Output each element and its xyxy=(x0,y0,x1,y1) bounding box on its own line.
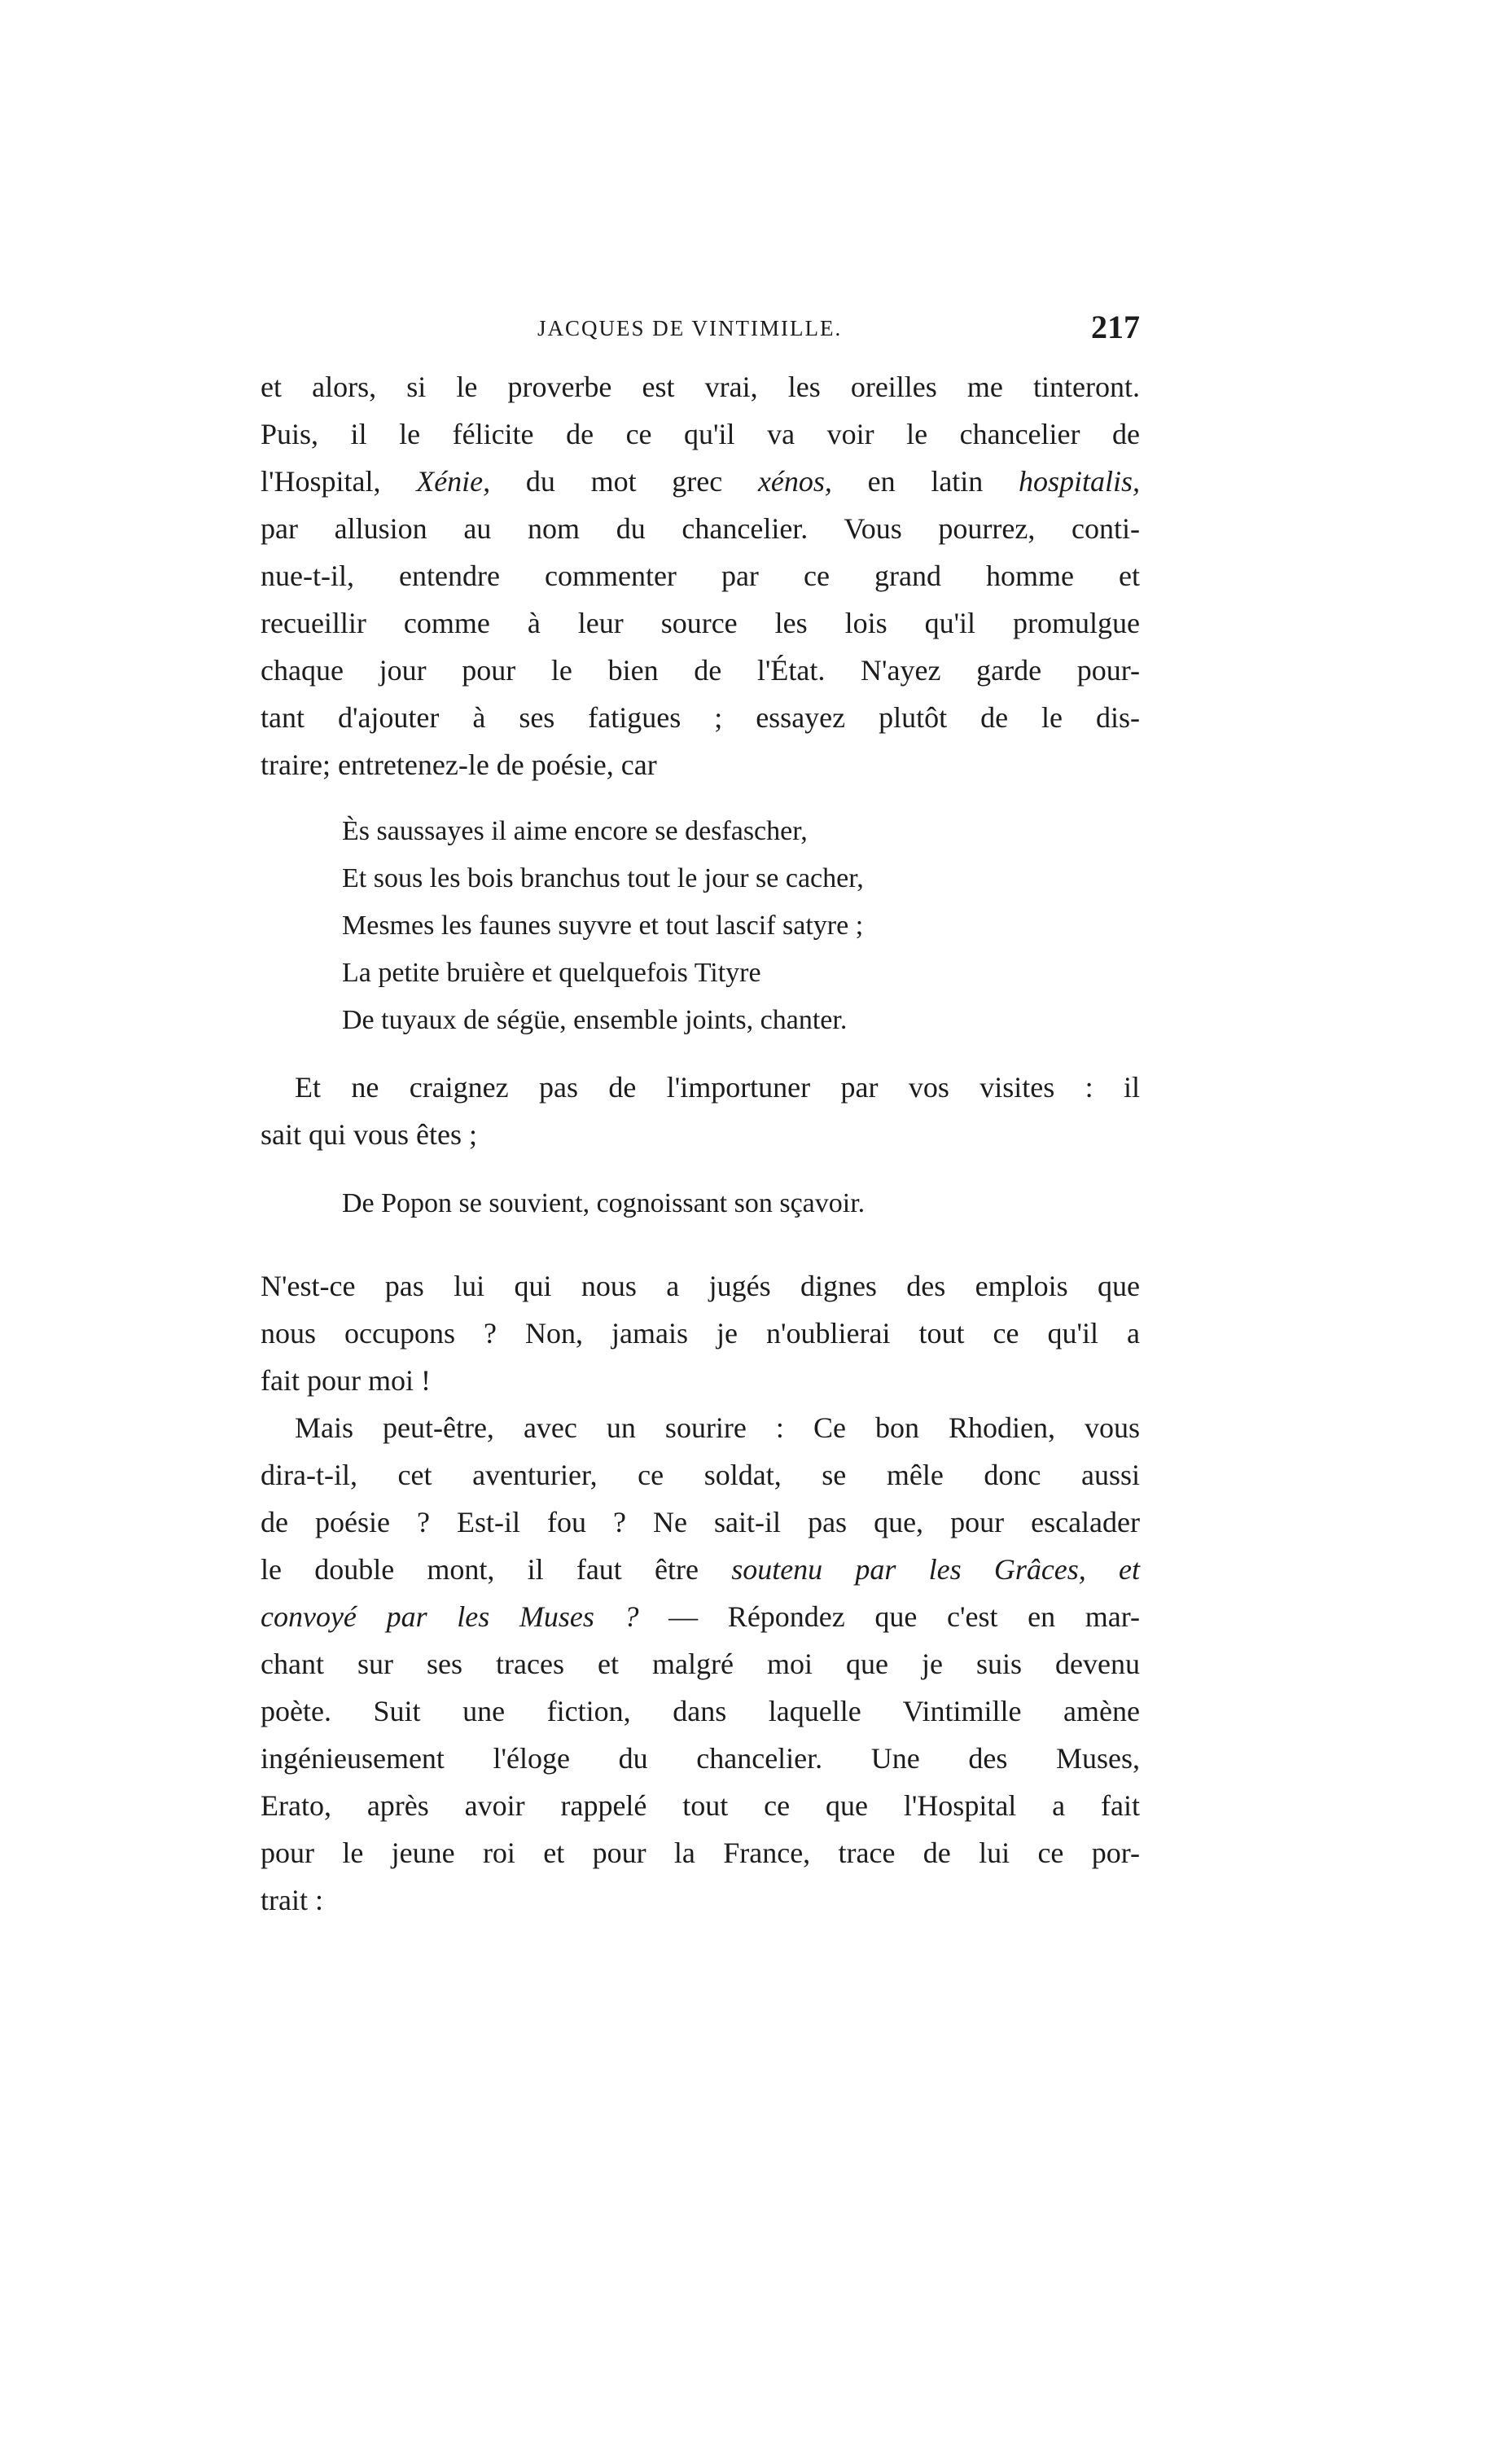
verse-quote-1 xyxy=(342,808,864,1044)
text-line: de poésie ? Est-il fou ? Ne sait-il pas que, pour escalader xyxy=(261,1506,1140,1538)
text-line: sait qui vous êtes ; xyxy=(261,1118,477,1151)
text-line: tant d'ajouter à ses fatigues ; essayez plutôt de le dis- xyxy=(261,701,1140,734)
paragraph-1 xyxy=(261,363,1140,788)
text-line: nue-t-il, entendre commenter par ce grand homme et xyxy=(261,560,1140,592)
text-span: le double mont, il faut être xyxy=(261,1553,699,1586)
text-line: trait : xyxy=(261,1884,323,1916)
paragraph-3-4 xyxy=(261,1262,1140,1924)
text-line: fait pour moi ! xyxy=(261,1364,431,1397)
text-line xyxy=(261,458,1140,505)
text-line: pour le jeune roi et pour la France, trace de lui ce por- xyxy=(261,1837,1140,1869)
text-line xyxy=(261,1593,1140,1640)
text-span: du mot grec xyxy=(525,465,723,498)
text-line: Mais peut-être, avec un sourire : Ce bon Rhodien, vous xyxy=(295,1411,1140,1444)
text-line: nous occupons ? Non, jamais je n'oublierai tout ce qu'il a xyxy=(261,1317,1140,1349)
page-number: 217 xyxy=(1091,309,1140,345)
text-line: par allusion au nom du chancelier. Vous pourrez, conti- xyxy=(261,512,1140,545)
text-line: N'est-ce pas lui qui nous a jugés dignes des emplois que xyxy=(261,1270,1140,1302)
verse-line: Mesmes les faunes suyvre et tout lascif satyre ; xyxy=(342,911,864,941)
verse-line: Ès saussayes il aime encore se desfascher, xyxy=(342,816,808,846)
paragraph-2 xyxy=(261,1064,1140,1158)
italic-phrase: soutenu par les Grâces, et xyxy=(731,1553,1140,1586)
text-line: dira-t-il, cet aventurier, ce soldat, se mêle donc aussi xyxy=(261,1459,1140,1491)
text-line: et alors, si le proverbe est vrai, les oreilles me tinteront. xyxy=(261,371,1140,403)
text-line: chaque jour pour le bien de l'État. N'ayez garde pour- xyxy=(261,654,1140,687)
text-line: Puis, il le félicite de ce qu'il va voir le chancelier de xyxy=(261,418,1140,450)
text-line: Erato, après avoir rappelé tout ce que l'Hospital a fait xyxy=(261,1789,1140,1822)
text-line xyxy=(261,1546,1140,1593)
italic-term: hospitalis, xyxy=(1019,465,1141,498)
running-head xyxy=(261,308,1140,357)
text-span: en latin xyxy=(867,465,984,498)
text-line: poète. Suit une fiction, dans laquelle Vintimille amène xyxy=(261,1695,1140,1727)
text-line: traire; entretenez-le de poésie, car xyxy=(261,748,657,781)
verse-line: De tuyaux de ségüe, ensemble joints, chanter. xyxy=(342,1005,848,1035)
italic-phrase: convoyé par les Muses ? xyxy=(261,1600,639,1633)
text-line: chant sur ses traces et malgré moi que je suis devenu xyxy=(261,1648,1140,1680)
italic-term: Xénie, xyxy=(416,465,491,498)
text-span: — Répondez que c'est en mar- xyxy=(668,1600,1140,1633)
text-line: Et ne craignez pas de l'importuner par vos visites : il xyxy=(295,1071,1140,1104)
verse-line: La petite bruière et quelquefois Tityre xyxy=(342,958,761,988)
text-line: recueillir comme à leur source les lois qu'il promulgue xyxy=(261,607,1140,639)
verse-quote-2 xyxy=(342,1180,865,1227)
running-title: JACQUES DE VINTIMILLE. xyxy=(537,316,843,340)
italic-term: xénos, xyxy=(757,465,832,498)
verse-line: De Popon se souvient, cognoissant son sçavoir. xyxy=(342,1188,866,1218)
text-line: ingénieusement l'éloge du chancelier. Une des Muses, xyxy=(261,1742,1140,1775)
verse-line: Et sous les bois branchus tout le jour se cacher, xyxy=(342,863,864,893)
text-span: l'Hospital, xyxy=(261,465,381,498)
